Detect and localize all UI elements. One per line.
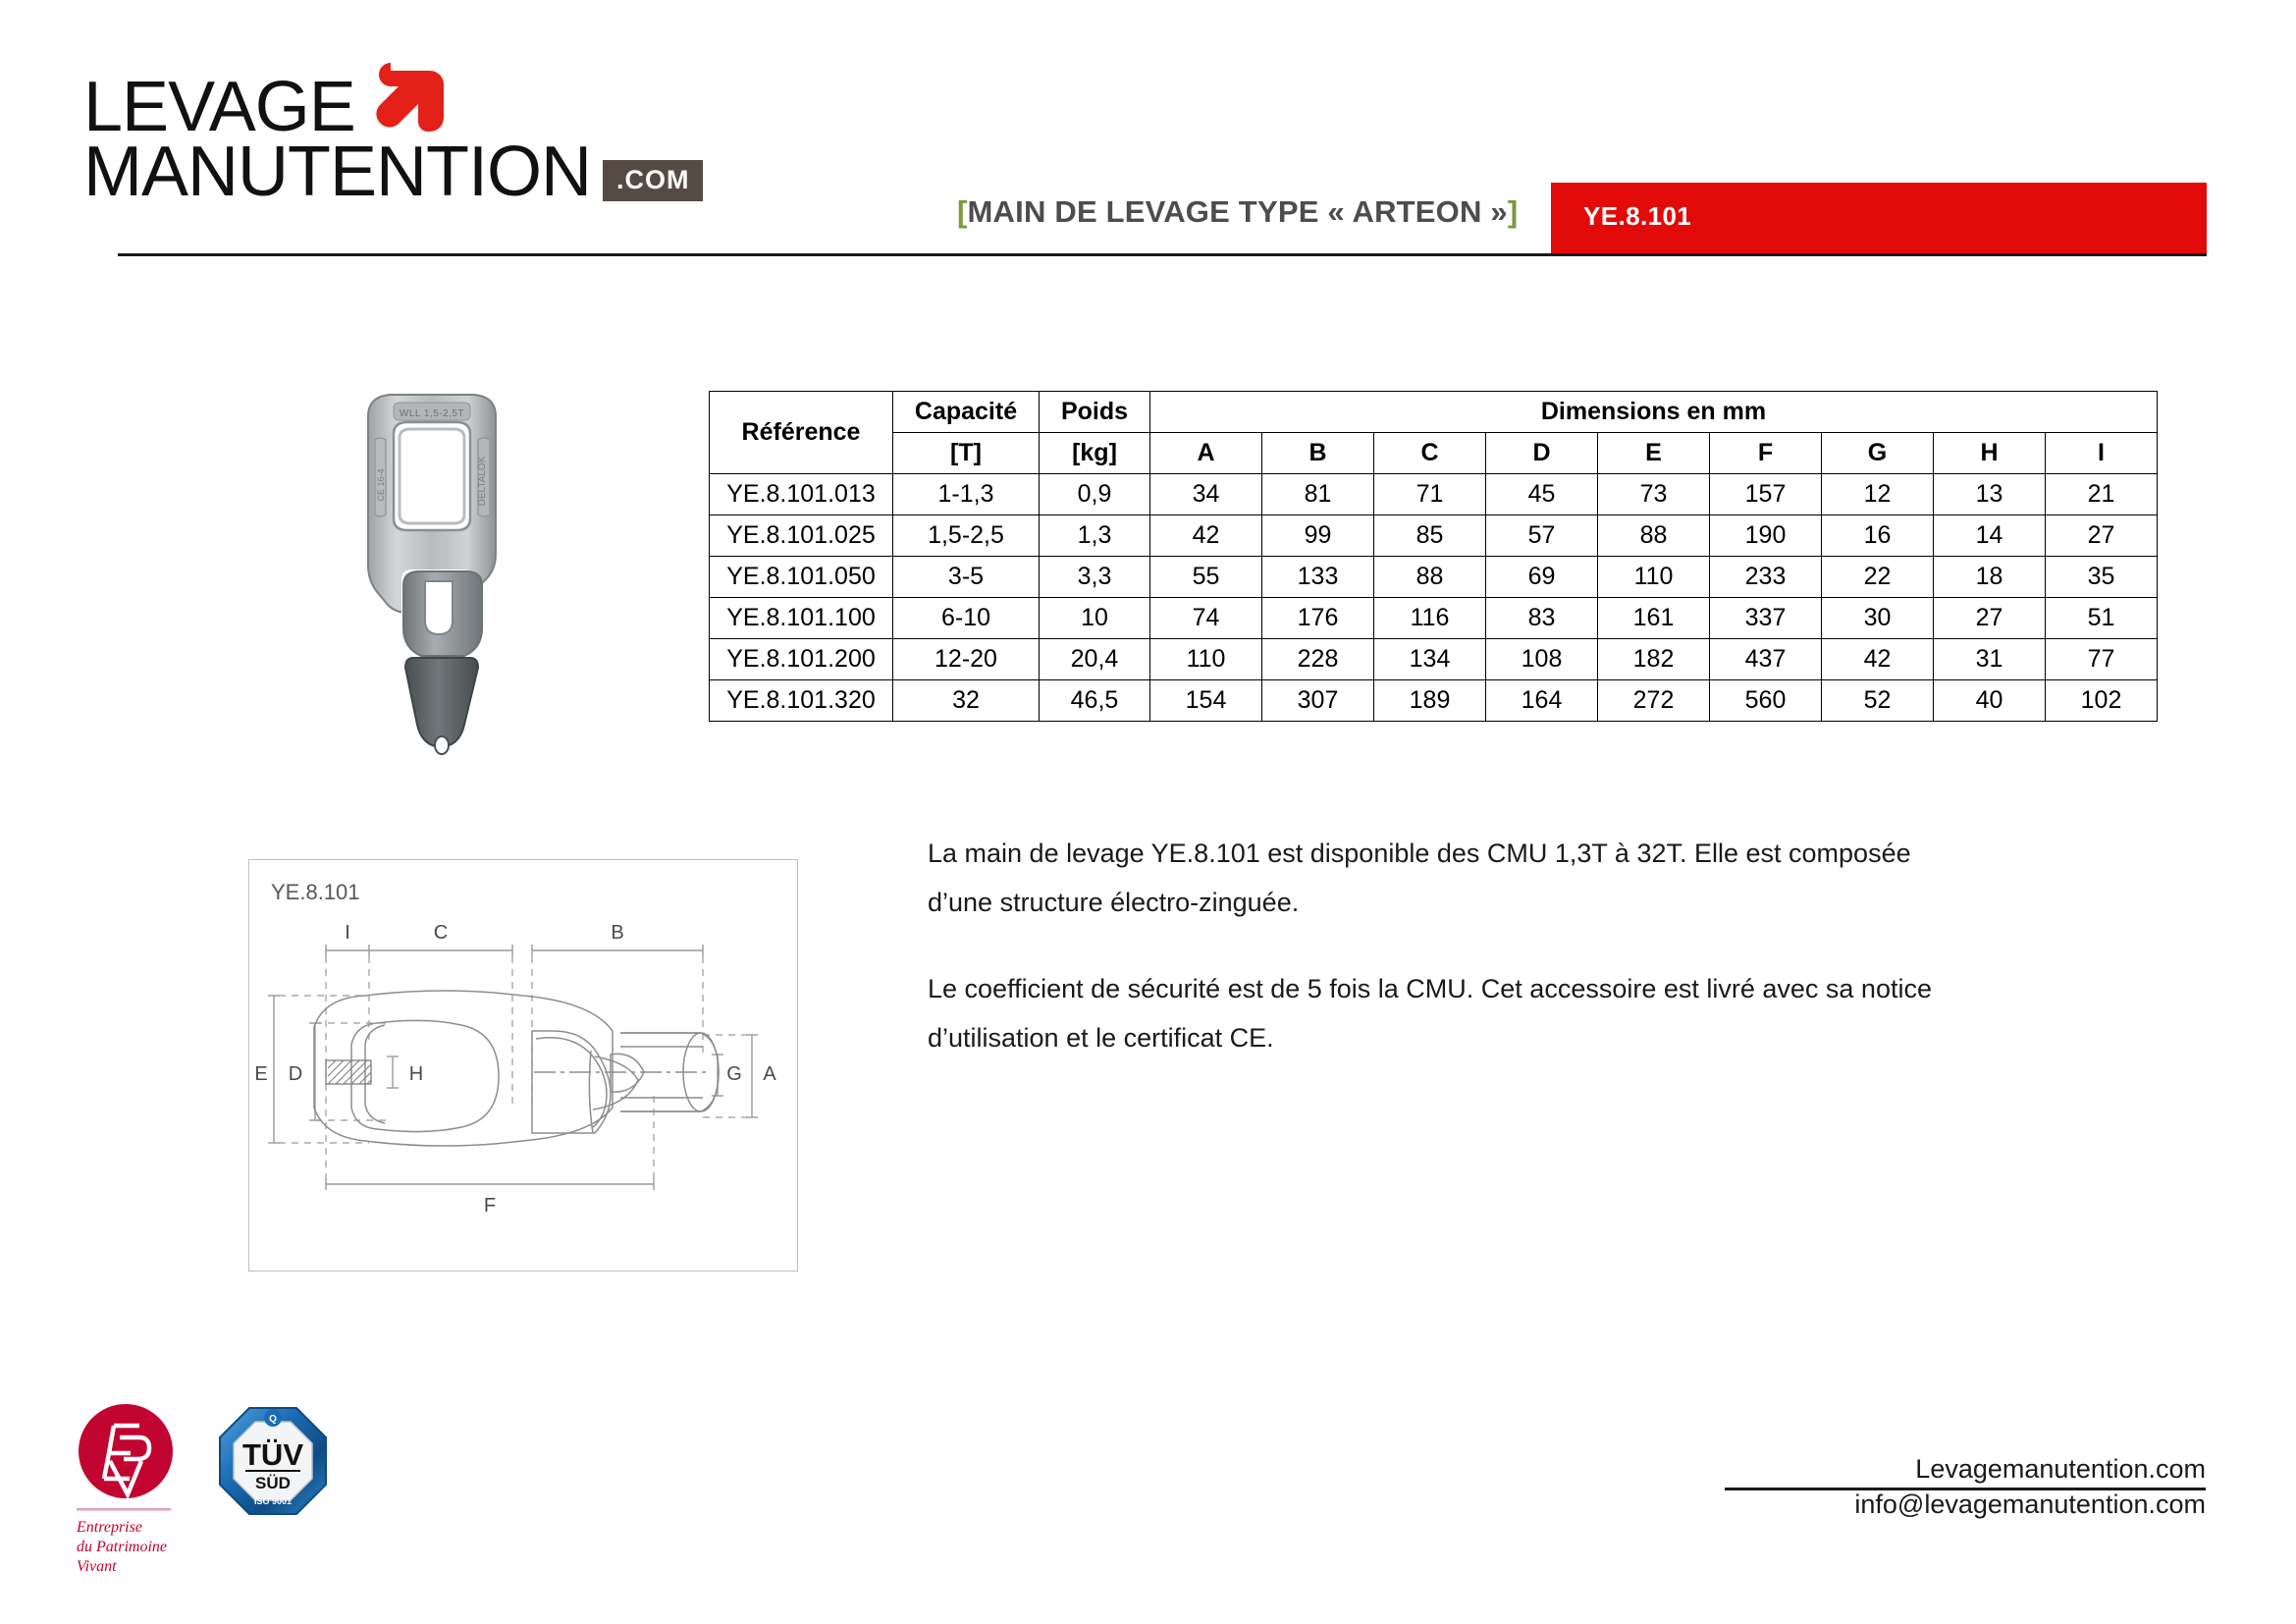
technical-drawing: [249, 860, 795, 1269]
cell-dim-a: 154: [1150, 680, 1262, 722]
table-row: [710, 598, 2158, 639]
tuv-q-mark: Q: [269, 1414, 277, 1425]
cell-dim-f: 337: [1710, 598, 1822, 639]
svg-text:DELTALOK: DELTALOK: [477, 456, 488, 507]
cell-poids: 20,4: [1040, 639, 1150, 680]
tuv-name: TÜV: [242, 1437, 303, 1472]
th-dim-b: B: [1262, 433, 1374, 474]
svg-text:WLL 1,5-2,5T: WLL 1,5-2,5T: [399, 408, 465, 419]
th-capacite: Capacité: [893, 392, 1040, 433]
cell-capacite: 1-1,3: [893, 474, 1040, 515]
table-row: [710, 474, 2158, 515]
dim-label-c: C: [433, 922, 449, 944]
cell-dim-a: 110: [1150, 639, 1262, 680]
product-photo: [329, 375, 594, 768]
dim-label-f: F: [483, 1195, 497, 1217]
description-paragraph-2: Le coefficient de sécurité est de 5 fois la CMU. Cet accessoire est livré avec sa notice d’utilisation et le certificat CE.: [928, 973, 1932, 1053]
table-row: [710, 680, 2158, 722]
table-row: [710, 557, 2158, 598]
dim-label-a: A: [763, 1063, 776, 1085]
cell-dim-e: 161: [1598, 598, 1710, 639]
th-unit-capacite: [T]: [893, 433, 1040, 474]
product-description: [928, 830, 1968, 1063]
cell-poids: 46,5: [1040, 680, 1150, 722]
dim-label-b: B: [611, 922, 624, 944]
header-product-reference: YE.8.101: [1583, 201, 1692, 231]
cell-dim-f: 190: [1710, 515, 1822, 557]
table-group-header-row: [710, 392, 2158, 433]
header-divider: [118, 253, 2207, 256]
cell-dim-h: 40: [1934, 680, 2046, 722]
th-dimensions: Dimensions en mm: [1150, 392, 2158, 433]
cell-poids: 1,3: [1040, 515, 1150, 557]
th-dim-a: A: [1150, 433, 1262, 474]
red-arrow-mark-icon: [367, 57, 448, 137]
cell-dim-e: 73: [1598, 474, 1710, 515]
cell-dim-g: 12: [1822, 474, 1934, 515]
cell-poids: 10: [1040, 598, 1150, 639]
cell-capacite: 3-5: [893, 557, 1040, 598]
cell-dim-i: 77: [2046, 639, 2158, 680]
cell-dim-b: 133: [1262, 557, 1374, 598]
th-reference: Référence: [710, 392, 893, 474]
cell-dim-d: 108: [1486, 639, 1598, 680]
cell-dim-g: 52: [1822, 680, 1934, 722]
cell-dim-b: 228: [1262, 639, 1374, 680]
cell-capacite: 6-10: [893, 598, 1040, 639]
cell-dim-f: 560: [1710, 680, 1822, 722]
tuv-sub: SÜD: [255, 1474, 291, 1492]
logo-word-manutention: MANUTENTION: [83, 133, 591, 211]
epv-caption-2: du Patrimoine: [77, 1539, 167, 1555]
footer-email[interactable]: info@levagemanutention.com: [1854, 1489, 2206, 1520]
description-paragraph-1: La main de levage YE.8.101 est disponible des CMU 1,3T à 32T. Elle est composée d’une structure électro-zinguée.: [928, 839, 1911, 917]
cell-poids: 0,9: [1040, 474, 1150, 515]
cell-dim-f: 233: [1710, 557, 1822, 598]
cell-dim-h: 18: [1934, 557, 2046, 598]
cell-poids: 3,3: [1040, 557, 1150, 598]
th-dim-g: G: [1822, 433, 1934, 474]
logo-word-levage: LEVAGE: [83, 67, 355, 146]
cell-capacite: 32: [893, 680, 1040, 722]
cell-dim-h: 13: [1934, 474, 2046, 515]
dim-label-e: E: [254, 1063, 268, 1085]
cell-dim-e: 182: [1598, 639, 1710, 680]
cell-dim-d: 69: [1486, 557, 1598, 598]
cell-dim-c: 71: [1374, 474, 1486, 515]
dim-label-d: D: [288, 1063, 303, 1085]
technical-drawing-box: [248, 859, 798, 1272]
cell-reference: YE.8.101.050: [710, 557, 893, 598]
cell-dim-f: 437: [1710, 639, 1822, 680]
cell-dim-g: 22: [1822, 557, 1934, 598]
cell-dim-c: 85: [1374, 515, 1486, 557]
cell-dim-d: 57: [1486, 515, 1598, 557]
cell-capacite: 12-20: [893, 639, 1040, 680]
table-row: [710, 515, 2158, 557]
drawing-reference-label: YE.8.101: [271, 880, 360, 904]
cell-dim-i: 51: [2046, 598, 2158, 639]
page-title: [957, 196, 1518, 227]
cell-reference: YE.8.101.025: [710, 515, 893, 557]
cell-dim-e: 88: [1598, 515, 1710, 557]
cell-reference: YE.8.101.320: [710, 680, 893, 722]
th-dim-h: H: [1934, 433, 2046, 474]
cell-dim-g: 42: [1822, 639, 1934, 680]
logo-line-2: [83, 133, 690, 211]
cell-dim-i: 21: [2046, 474, 2158, 515]
cell-dim-d: 83: [1486, 598, 1598, 639]
table-unit-header-row: [710, 433, 2158, 474]
logo-com-tag: .COM: [603, 160, 704, 201]
th-unit-poids: [kg]: [1040, 433, 1150, 474]
tuv-sud-iso9001-logo: [214, 1402, 332, 1520]
specifications-table-container: [709, 391, 2158, 722]
th-dim-f: F: [1710, 433, 1822, 474]
cell-dim-i: 27: [2046, 515, 2158, 557]
cell-dim-c: 88: [1374, 557, 1486, 598]
cell-dim-d: 164: [1486, 680, 1598, 722]
cell-dim-c: 189: [1374, 680, 1486, 722]
dim-label-g: G: [726, 1063, 742, 1085]
cell-dim-a: 74: [1150, 598, 1262, 639]
cell-dim-a: 34: [1150, 474, 1262, 515]
epv-caption-1: Entreprise: [77, 1519, 142, 1536]
cell-dim-i: 102: [2046, 680, 2158, 722]
epv-certification-logo: [77, 1402, 183, 1579]
page-header: [0, 0, 2296, 265]
th-poids: Poids: [1040, 392, 1150, 433]
dim-label-i: I: [345, 922, 350, 944]
cell-dim-g: 16: [1822, 515, 1934, 557]
cell-dim-d: 45: [1486, 474, 1598, 515]
th-dim-d: D: [1486, 433, 1598, 474]
cell-dim-b: 307: [1262, 680, 1374, 722]
cell-reference: YE.8.101.200: [710, 639, 893, 680]
cell-dim-e: 272: [1598, 680, 1710, 722]
cell-dim-b: 99: [1262, 515, 1374, 557]
cell-dim-a: 42: [1150, 515, 1262, 557]
footer-contact: [1695, 1451, 2206, 1523]
cell-dim-e: 110: [1598, 557, 1710, 598]
logo-line-1: [83, 57, 604, 146]
cell-dim-g: 30: [1822, 598, 1934, 639]
th-dim-i: I: [2046, 433, 2158, 474]
cell-capacite: 1,5-2,5: [893, 515, 1040, 557]
tuv-standard: ISO 9001: [253, 1496, 293, 1506]
table-row: [710, 639, 2158, 680]
cell-dim-a: 55: [1150, 557, 1262, 598]
footer-website[interactable]: Levagemanutention.com: [1915, 1454, 2206, 1484]
cell-dim-c: 116: [1374, 598, 1486, 639]
cell-dim-f: 157: [1710, 474, 1822, 515]
cell-reference: YE.8.101.100: [710, 598, 893, 639]
cell-dim-h: 27: [1934, 598, 2046, 639]
th-dim-e: E: [1598, 433, 1710, 474]
specifications-table: [709, 391, 2158, 722]
brand-logo[interactable]: [83, 57, 690, 211]
cell-dim-h: 31: [1934, 639, 2046, 680]
title-bracket-open: [: [957, 194, 968, 229]
dim-label-h: H: [408, 1063, 424, 1085]
cell-dim-h: 14: [1934, 515, 2046, 557]
cell-dim-b: 81: [1262, 474, 1374, 515]
title-text: MAIN DE LEVAGE TYPE « ARTEON »: [967, 194, 1508, 229]
svg-text:CE 16-4: CE 16-4: [376, 468, 386, 502]
cell-dim-i: 35: [2046, 557, 2158, 598]
th-dim-c: C: [1374, 433, 1486, 474]
cell-dim-b: 176: [1262, 598, 1374, 639]
cell-reference: YE.8.101.013: [710, 474, 893, 515]
epv-caption-3: Vivant: [77, 1558, 117, 1575]
title-bracket-close: ]: [1507, 194, 1519, 229]
cell-dim-c: 134: [1374, 639, 1486, 680]
